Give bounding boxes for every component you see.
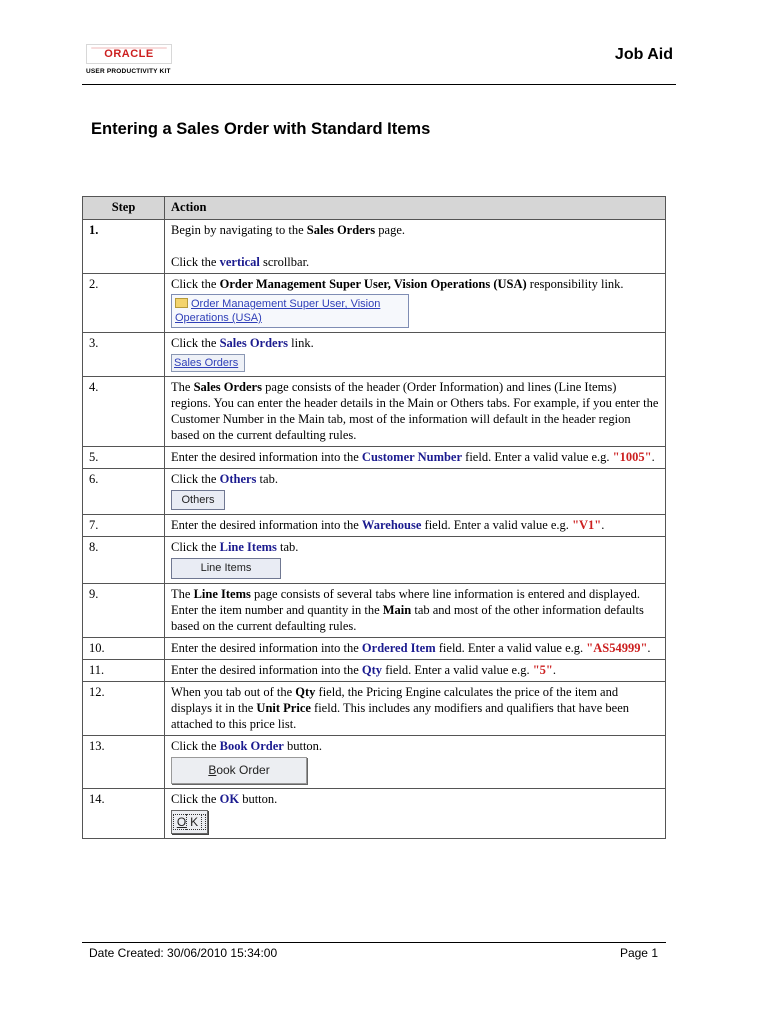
- step-action: Begin by navigating to the Sales Orders page. Click the vertical scrollbar.: [165, 220, 666, 274]
- step-number: 8.: [83, 537, 165, 584]
- step-action: Enter the desired information into the Warehouse field. Enter a valid value e.g. "V1".: [165, 515, 666, 537]
- book-order-button-image[interactable]: Book Order: [171, 757, 307, 784]
- step-action: Click the Sales Orders link. Sales Orders: [165, 333, 666, 377]
- step-action: When you tab out of the Qty field, the Pricing Engine calculates the price of the item and displays it in the Unit Price field. This includes any modifiers and qualifiers that have been attached to this price list.: [165, 682, 666, 736]
- table-row: [83, 469, 666, 515]
- table-row: [83, 682, 666, 736]
- step-number: 1.: [83, 220, 165, 274]
- date-created: Date Created: 30/06/2010 15:34:00: [89, 946, 278, 960]
- step-action: Enter the desired information into the Qty field. Enter a valid value e.g. "5".: [165, 660, 666, 682]
- step-number: 13.: [83, 736, 165, 789]
- step-action: Click the OK button. O K: [165, 789, 666, 839]
- step-action: Enter the desired information into the Customer Number field. Enter a valid value e.g. "1005".: [165, 447, 666, 469]
- step-action: Click the Order Management Super User, Vision Operations (USA) responsibility link. Order Management Super User, Vision Operations (USA): [165, 274, 666, 333]
- table-row: [83, 789, 666, 839]
- table-row: [83, 584, 666, 638]
- line-items-tab-image[interactable]: Line Items: [171, 558, 281, 579]
- table-row: [83, 333, 666, 377]
- header-divider: [82, 84, 676, 85]
- sales-orders-link-image[interactable]: Sales Orders: [171, 354, 245, 372]
- oracle-logo-mark: ORACLE: [86, 44, 172, 64]
- step-action: The Line Items page consists of several tabs where line information is entered and displayed. Enter the item number and quantity in the Main tab and most of the other information defaults based on the current defaulting rules.: [165, 584, 666, 638]
- column-header-action: Action: [165, 197, 666, 220]
- table-row: [83, 447, 666, 469]
- step-number: 7.: [83, 515, 165, 537]
- table-row: [83, 377, 666, 447]
- folder-icon: [175, 298, 188, 308]
- step-number: 11.: [83, 660, 165, 682]
- others-tab-image[interactable]: Others: [171, 490, 225, 510]
- table-row: [83, 274, 666, 333]
- step-number: 3.: [83, 333, 165, 377]
- table-row: [83, 537, 666, 584]
- step-number: 2.: [83, 274, 165, 333]
- column-header-step: Step: [83, 197, 165, 220]
- footer-divider: [82, 942, 666, 943]
- step-action: Click the Line Items tab. Line Items: [165, 537, 666, 584]
- step-number: 12.: [83, 682, 165, 736]
- table-row: [83, 638, 666, 660]
- step-action: Click the Book Order button. Book Order: [165, 736, 666, 789]
- step-action: The Sales Orders page consists of the header (Order Information) and lines (Line Items) regions. You can enter the header details in the Main or Others tabs. For example, if you enter the Customer Number in the Main tab, most of the information will default in the header region based on the current defaulting rules.: [165, 377, 666, 447]
- page-number: Page 1: [619, 946, 658, 960]
- steps-table: [82, 196, 666, 839]
- step-number: 5.: [83, 447, 165, 469]
- oracle-upk-logo: [86, 44, 184, 80]
- step-number: 4.: [83, 377, 165, 447]
- document-type: Job Aid: [614, 46, 673, 63]
- table-header-row: [83, 197, 666, 220]
- step-number: 6.: [83, 469, 165, 515]
- page-title: Entering a Sales Order with Standard Items: [91, 120, 431, 138]
- table-row: [83, 220, 666, 274]
- step-number: 10.: [83, 638, 165, 660]
- table-row: [83, 660, 666, 682]
- responsibility-link-image[interactable]: Order Management Super User, Vision Operations (USA): [171, 294, 409, 328]
- ok-button-image[interactable]: O K: [171, 810, 208, 834]
- step-number: 9.: [83, 584, 165, 638]
- table-row: [83, 736, 666, 789]
- step-action: Click the Others tab. Others: [165, 469, 666, 515]
- step-action: Enter the desired information into the Ordered Item field. Enter a valid value e.g. "AS54999".: [165, 638, 666, 660]
- table-row: [83, 515, 666, 537]
- step-number: 14.: [83, 789, 165, 839]
- logo-subtitle: USER PRODUCTIVITY KIT: [86, 68, 171, 75]
